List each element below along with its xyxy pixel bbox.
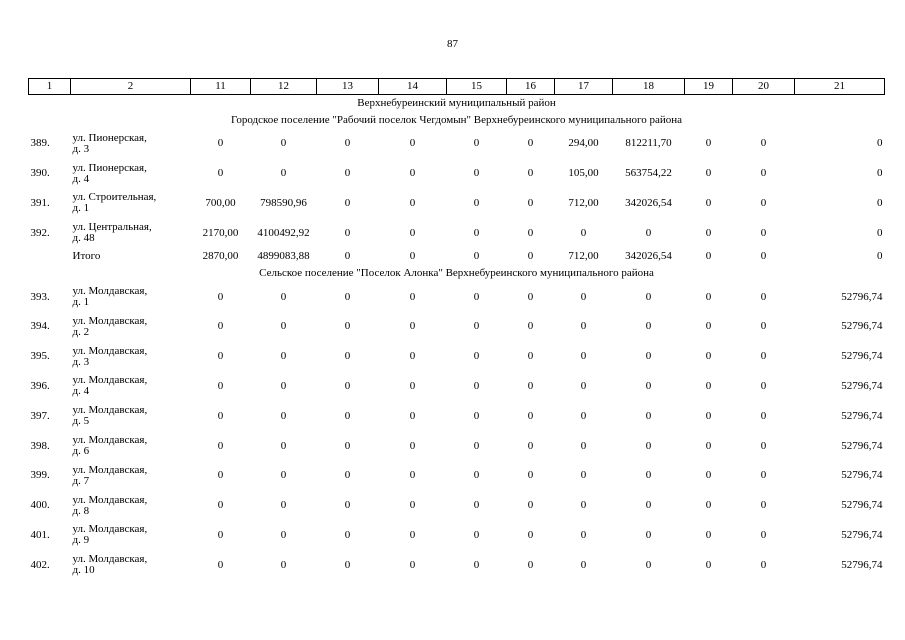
row-index: 394. — [30, 320, 50, 333]
table-cell: 0 — [473, 350, 480, 363]
table-cell: 0 — [580, 350, 587, 363]
column-header: 1 — [29, 79, 71, 95]
table-cell: 52796,74 — [841, 320, 883, 333]
table-cell: 712,00 — [568, 250, 599, 263]
table-cell: 0 — [580, 499, 587, 512]
table-cell: 52796,74 — [841, 558, 883, 571]
table-cell: 0 — [760, 528, 767, 541]
table-cell: 0 — [473, 167, 480, 180]
table-cell: 52796,74 — [841, 499, 883, 512]
table-cell: 0 — [409, 226, 416, 239]
table-row — [29, 372, 885, 402]
address-house: д. 6 — [72, 445, 90, 458]
table-cell: 0 — [344, 499, 351, 512]
table-cell: 0 — [217, 469, 224, 482]
address-house: д. 48 — [72, 232, 95, 245]
table-cell: 0 — [645, 439, 652, 452]
table-cell: 0 — [760, 379, 767, 392]
table-cell: 0 — [760, 469, 767, 482]
row-index: 391. — [30, 196, 50, 209]
table-cell: 0 — [344, 409, 351, 422]
table-cell: 0 — [705, 137, 712, 150]
table-cell: 0 — [280, 528, 287, 541]
table-row — [29, 401, 885, 431]
table-cell: 0 — [473, 290, 480, 303]
address-house: д. 3 — [72, 142, 90, 155]
table-cell: 0 — [527, 320, 534, 333]
table-cell: 798590,96 — [260, 196, 307, 209]
table-cell: 0 — [473, 528, 480, 541]
table-cell: 0 — [705, 379, 712, 392]
table-cell: 0 — [344, 350, 351, 363]
address-house: д. 1 — [72, 202, 90, 215]
row-index: 399. — [30, 469, 50, 482]
table-cell: 0 — [409, 137, 416, 150]
table-cell: 0 — [473, 250, 480, 263]
table-row — [29, 129, 885, 159]
table-cell: 0 — [217, 379, 224, 392]
table-cell: 0 — [877, 196, 883, 209]
table-cell: 0 — [877, 137, 883, 150]
table-cell: 0 — [580, 379, 587, 392]
address-street: ул. Пионерская, — [72, 131, 147, 144]
table-cell: 0 — [409, 290, 416, 303]
table-cell: 0 — [527, 558, 534, 571]
table-row — [29, 550, 885, 580]
table-cell: 52796,74 — [841, 439, 883, 452]
row-address — [71, 189, 191, 219]
column-header: 15 — [447, 79, 507, 95]
table-cell: 0 — [705, 196, 712, 209]
section-heading: Верхнебуреинский муниципальный район — [357, 97, 556, 109]
column-header: 18 — [613, 79, 685, 95]
table-cell: 0 — [473, 137, 480, 150]
table-cell: 4100492,92 — [257, 226, 310, 239]
table-cell: 0 — [527, 469, 534, 482]
table-cell: 0 — [760, 409, 767, 422]
table-cell: 0 — [473, 409, 480, 422]
table-cell: 0 — [344, 137, 351, 150]
table-cell: 0 — [409, 350, 416, 363]
table-cell: 0 — [645, 379, 652, 392]
table-cell: 52796,74 — [841, 409, 883, 422]
row-index: 397. — [30, 409, 50, 422]
table-cell: 0 — [280, 499, 287, 512]
table-cell: 0 — [705, 350, 712, 363]
table-cell: 0 — [760, 320, 767, 333]
table-cell: 0 — [580, 290, 587, 303]
address-street: ул. Молдавская, — [72, 523, 148, 536]
table-cell: 0 — [760, 137, 767, 150]
table-cell: 0 — [344, 290, 351, 303]
table-cell: 0 — [409, 499, 416, 512]
address-street: ул. Молдавская, — [72, 434, 148, 447]
row-index: 393. — [30, 290, 50, 303]
table-cell: 0 — [409, 558, 416, 571]
table-cell: 0 — [705, 290, 712, 303]
row-address — [71, 372, 191, 402]
table-row — [29, 159, 885, 189]
total-row — [29, 248, 885, 265]
table-cell: 0 — [527, 290, 534, 303]
row-index: 398. — [30, 439, 50, 452]
table-cell: 2870,00 — [202, 250, 239, 263]
table-cell: 0 — [580, 409, 587, 422]
table-cell: 0 — [760, 167, 767, 180]
table-cell: 0 — [280, 137, 287, 150]
table-cell: 0 — [580, 439, 587, 452]
address-house: д. 10 — [72, 564, 95, 577]
table-cell: 105,00 — [568, 167, 599, 180]
table-row — [29, 521, 885, 551]
table-cell: 0 — [409, 528, 416, 541]
table-cell: 0 — [760, 290, 767, 303]
table-cell: 0 — [409, 320, 416, 333]
table-cell: 0 — [409, 196, 416, 209]
table-cell: 0 — [473, 469, 480, 482]
table-cell: 812211,70 — [625, 137, 672, 150]
address-street: ул. Молдавская, — [72, 493, 148, 506]
table-row — [29, 218, 885, 248]
column-header: 17 — [555, 79, 613, 95]
row-index: 400. — [30, 499, 50, 512]
table-cell: 0 — [877, 226, 883, 239]
table-cell: 0 — [580, 469, 587, 482]
address-street: ул. Молдавская, — [72, 374, 148, 387]
table-cell: 0 — [217, 409, 224, 422]
row-address — [71, 550, 191, 580]
address-street: ул. Молдавская, — [72, 344, 148, 357]
table-cell: 0 — [344, 379, 351, 392]
table-cell: 0 — [280, 439, 287, 452]
table-row — [29, 312, 885, 342]
table-cell: 0 — [580, 558, 587, 571]
table-cell: 294,00 — [568, 137, 599, 150]
table-cell: 0 — [217, 320, 224, 333]
address-street: ул. Молдавская, — [72, 404, 148, 417]
table-cell: 0 — [344, 558, 351, 571]
table-cell: 0 — [527, 137, 534, 150]
table-cell: 0 — [760, 439, 767, 452]
address-street: ул. Центральная, — [72, 221, 152, 234]
table-row — [29, 491, 885, 521]
row-address — [71, 521, 191, 551]
table-cell: 0 — [217, 558, 224, 571]
table-cell: 0 — [473, 320, 480, 333]
table-cell: 0 — [473, 558, 480, 571]
row-address — [71, 431, 191, 461]
table-cell: 0 — [280, 167, 287, 180]
address-house: д. 9 — [72, 534, 90, 547]
table-cell: 0 — [280, 350, 287, 363]
table-cell: 0 — [280, 290, 287, 303]
table-cell: 0 — [645, 290, 652, 303]
table-cell: 0 — [409, 250, 416, 263]
section-row — [29, 112, 885, 129]
table-cell: 0 — [473, 379, 480, 392]
column-header: 2 — [71, 79, 191, 95]
table-cell: 0 — [344, 196, 351, 209]
table-row — [29, 282, 885, 312]
address-house: д. 7 — [72, 474, 90, 487]
table-cell: 0 — [580, 320, 587, 333]
table-cell: 52796,74 — [841, 528, 883, 541]
table-cell: 0 — [527, 167, 534, 180]
table-cell: 0 — [527, 226, 534, 239]
table-cell: 0 — [705, 409, 712, 422]
address-house: д. 3 — [72, 355, 90, 368]
table-cell: 0 — [760, 196, 767, 209]
column-header: 13 — [317, 79, 379, 95]
section-row — [29, 95, 885, 113]
table-cell: 0 — [527, 499, 534, 512]
address-house: д. 4 — [72, 172, 90, 185]
table-cell: 0 — [527, 528, 534, 541]
table-cell: 0 — [645, 499, 652, 512]
table-cell: 0 — [645, 528, 652, 541]
table-cell: 0 — [705, 439, 712, 452]
table-cell: 0 — [760, 250, 767, 263]
table-cell: 0 — [760, 499, 767, 512]
table-cell: 0 — [527, 350, 534, 363]
address-house: д. 4 — [72, 385, 90, 398]
table-cell: 712,00 — [568, 196, 599, 209]
table-cell: 0 — [527, 196, 534, 209]
table-cell: 342026,54 — [625, 250, 672, 263]
table-cell: 0 — [280, 320, 287, 333]
table-cell: 0 — [527, 379, 534, 392]
row-index: 392. — [30, 226, 50, 239]
row-address — [71, 282, 191, 312]
table-cell: 0 — [705, 167, 712, 180]
address-street: ул. Молдавская, — [72, 463, 148, 476]
table-cell: 0 — [705, 558, 712, 571]
table-cell: 0 — [705, 320, 712, 333]
table-cell: 0 — [280, 558, 287, 571]
row-index: 390. — [30, 167, 50, 180]
table-cell: 0 — [580, 528, 587, 541]
table-cell: 0 — [344, 250, 351, 263]
table-cell: 52796,74 — [841, 469, 883, 482]
address-house: д. 8 — [72, 504, 90, 517]
table-cell: 0 — [217, 350, 224, 363]
row-address — [71, 401, 191, 431]
table-cell: 0 — [280, 379, 287, 392]
row-index: 389. — [30, 137, 50, 150]
address-house: д. 5 — [72, 415, 90, 428]
table-cell: 0 — [645, 226, 652, 239]
address-street: ул. Молдавская, — [72, 314, 148, 327]
address-street: ул. Молдавская, — [72, 553, 148, 566]
table-cell: 0 — [645, 350, 652, 363]
table-cell: 0 — [527, 409, 534, 422]
address-house: д. 2 — [72, 325, 90, 338]
row-index: 396. — [30, 379, 50, 392]
section-heading: Городское поселение "Рабочий поселок Чегдомын" Верхнебуреинского муниципального района — [230, 114, 683, 126]
table-cell: 0 — [344, 226, 351, 239]
table-cell: 0 — [705, 528, 712, 541]
table-cell: 0 — [280, 469, 287, 482]
row-address — [71, 159, 191, 189]
address-street: ул. Молдавская, — [72, 285, 148, 298]
address-street: ул. Пионерская, — [72, 161, 147, 174]
table-cell: 0 — [217, 528, 224, 541]
section-heading: Сельское поселение "Поселок Алонка" Верхнебуреинского муниципального района — [259, 267, 654, 280]
table-cell: 0 — [527, 250, 534, 263]
table-cell: 0 — [877, 167, 883, 180]
table-cell: 0 — [473, 196, 480, 209]
table-cell: 0 — [645, 469, 652, 482]
table-cell: 0 — [409, 439, 416, 452]
table-cell: 0 — [760, 226, 767, 239]
table-cell: 0 — [217, 137, 224, 150]
table-header — [29, 79, 885, 95]
table-cell: 0 — [705, 226, 712, 239]
table-cell: 4899083,88 — [257, 250, 310, 263]
section-row — [29, 265, 885, 282]
table-cell: 0 — [705, 499, 712, 512]
table-cell: 0 — [344, 469, 351, 482]
table-cell: 0 — [217, 499, 224, 512]
table-cell: 0 — [409, 409, 416, 422]
table-cell: 0 — [409, 167, 416, 180]
table-cell: 52796,74 — [841, 350, 883, 363]
table-cell: 0 — [344, 167, 351, 180]
table-cell: 0 — [645, 409, 652, 422]
header-row — [29, 79, 885, 95]
row-index: 402. — [30, 558, 50, 571]
table-cell: 0 — [409, 379, 416, 392]
table-cell: 342026,54 — [625, 196, 672, 209]
address-street: ул. Строительная, — [72, 191, 157, 204]
row-address — [71, 218, 191, 248]
table-cell: 0 — [877, 250, 883, 263]
column-header: 21 — [795, 79, 885, 95]
table-row — [29, 461, 885, 491]
table-cell: 0 — [645, 320, 652, 333]
table-cell: 52796,74 — [841, 290, 883, 303]
table-cell: 0 — [760, 558, 767, 571]
table-cell: 0 — [473, 499, 480, 512]
table-cell: 0 — [280, 409, 287, 422]
column-header: 20 — [733, 79, 795, 95]
table-cell: 0 — [217, 439, 224, 452]
column-header: 16 — [507, 79, 555, 95]
row-address — [71, 491, 191, 521]
table-cell: 0 — [527, 439, 534, 452]
row-address — [71, 312, 191, 342]
address-house: д. 1 — [72, 296, 90, 309]
row-index: 395. — [30, 350, 50, 363]
total-label: Итого — [72, 250, 101, 263]
table-cell: 0 — [344, 439, 351, 452]
row-address — [71, 129, 191, 159]
table-cell: 563754,22 — [625, 167, 672, 180]
table-cell: 0 — [217, 167, 224, 180]
column-header: 19 — [685, 79, 733, 95]
table-cell: 0 — [705, 469, 712, 482]
table-cell: 700,00 — [205, 196, 236, 209]
table-cell: 0 — [344, 528, 351, 541]
table-cell: 0 — [409, 469, 416, 482]
table-cell: 0 — [473, 439, 480, 452]
table-cell: 0 — [645, 558, 652, 571]
row-index — [29, 248, 71, 265]
table-cell: 0 — [217, 290, 224, 303]
page-number: 87 — [447, 38, 458, 50]
table-cell: 0 — [705, 250, 712, 263]
table-cell: 0 — [344, 320, 351, 333]
row-address — [71, 461, 191, 491]
table-cell: 52796,74 — [841, 379, 883, 392]
table-row — [29, 431, 885, 461]
column-header: 11 — [191, 79, 251, 95]
table-body — [29, 95, 885, 581]
table-cell: 0 — [473, 226, 480, 239]
column-header: 12 — [251, 79, 317, 95]
table-cell: 2170,00 — [202, 226, 239, 239]
table-cell: 0 — [760, 350, 767, 363]
row-address — [71, 342, 191, 372]
row-index: 401. — [30, 528, 50, 541]
table-row — [29, 342, 885, 372]
budget-table — [28, 78, 885, 580]
table-cell: 0 — [580, 226, 587, 239]
table-row — [29, 189, 885, 219]
column-header: 14 — [379, 79, 447, 95]
